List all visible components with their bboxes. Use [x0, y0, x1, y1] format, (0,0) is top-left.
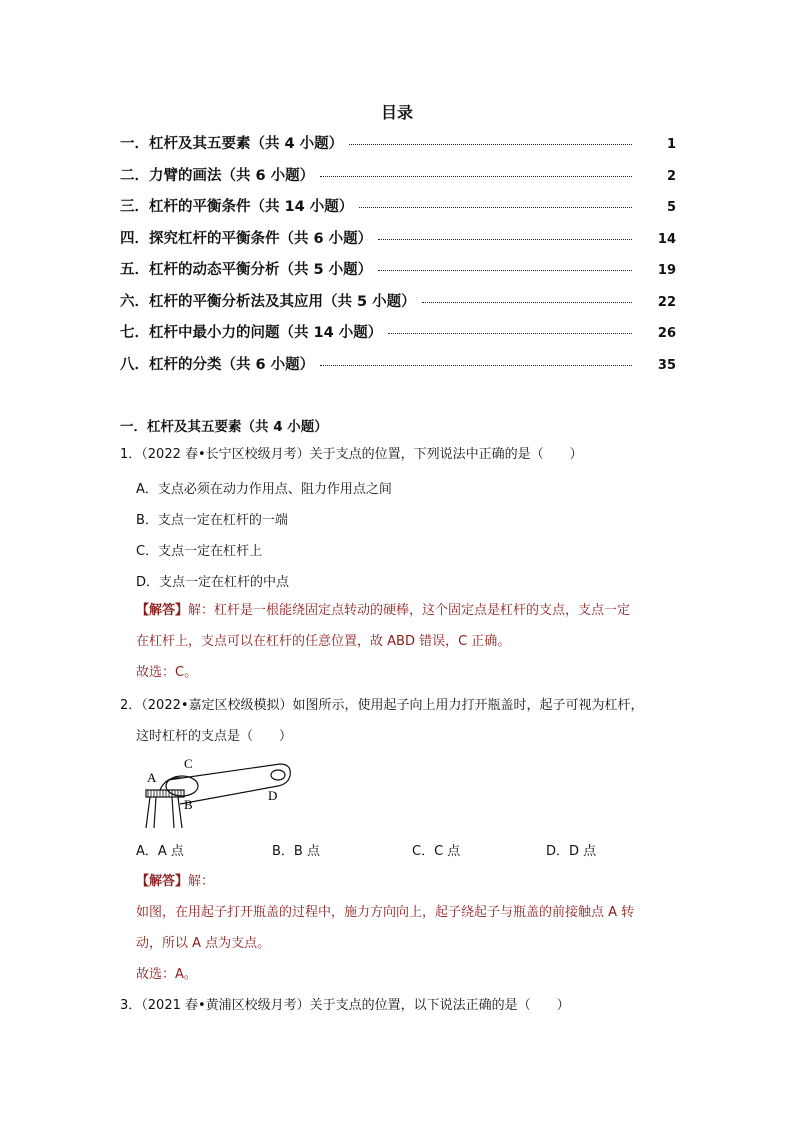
toc-entry-label: 二．力臂的画法（共 6 小题）	[120, 167, 315, 184]
toc-entry-label: 七．杠杆中最小力的问题（共 14 小题）	[120, 325, 383, 341]
answer-text: 解：	[188, 874, 215, 889]
table-of-contents	[120, 132, 676, 384]
toc-entry[interactable]	[120, 164, 676, 196]
question-1-stem: 1．（2022 春•长宁区校级月考）关于支点的位置，下列说法中正确的是（ ）	[120, 447, 583, 462]
toc-leader-dots	[378, 239, 632, 240]
toc-entry-label: 四．探究杠杆的平衡条件（共 6 小题）	[120, 230, 373, 247]
toc-entry-page: 35	[657, 357, 676, 373]
question-1-option-b: B．支点一定在杠杆的一端	[136, 513, 288, 528]
toc-entry-page: 14	[657, 231, 676, 247]
question-2-stem-line: 这时杠杆的支点是（ ）	[136, 729, 293, 744]
question-2-stem-line: 2．（2022•嘉定区校级模拟）如图所示，使用起子向上用力打开瓶盖时，起子可视为杠杆，	[120, 698, 644, 713]
toc-entry-label: 六．杠杆的平衡分析法及其应用（共 5 小题）	[120, 293, 416, 310]
toc-entry[interactable]	[120, 290, 676, 322]
toc-entry-page: 26	[657, 326, 676, 341]
answer-choice: 故选：C。	[136, 665, 198, 680]
toc-entry[interactable]	[120, 227, 676, 259]
toc-entry-page: 2	[666, 168, 676, 184]
question-1-answer	[136, 595, 681, 688]
opener-hole	[271, 770, 285, 780]
toc-entry-page: 1	[666, 137, 676, 152]
point-label-d: D	[268, 788, 278, 803]
answer-choice: 故选：A。	[136, 967, 197, 982]
toc-entry-label: 一．杠杆及其五要素（共 4 小题）	[120, 136, 344, 152]
question-2-answer	[136, 866, 681, 990]
bottle-opener-figure	[140, 752, 300, 832]
answer-text: 解：杠杆是一根能绕固定点转动的硬棒，这个固定点是杠杆的支点，支点一定	[188, 603, 631, 618]
bottle-neck	[146, 797, 182, 828]
toc-entry-page: 22	[657, 294, 676, 310]
toc-entry-page: 19	[657, 263, 676, 278]
question-2-option-b: B．B 点	[272, 844, 320, 859]
toc-leader-dots	[422, 302, 632, 303]
answer-tag: 【解答】	[136, 874, 189, 889]
question-3-stem: 3．（2021 春•黄浦区校级月考）关于支点的位置，以下说法正确的是（ ）	[120, 998, 570, 1013]
cap-ridges	[148, 790, 181, 797]
answer-tag: 【解答】	[136, 603, 189, 618]
toc-entry[interactable]	[120, 258, 676, 290]
toc-leader-dots	[349, 144, 632, 145]
toc-leader-dots	[320, 365, 632, 366]
question-2-option-a: A．A 点	[136, 844, 184, 859]
answer-text: 动，所以 A 点为支点。	[136, 936, 271, 951]
toc-entry[interactable]	[120, 321, 676, 353]
toc-entry-label: 八．杠杆的分类（共 6 小题）	[120, 356, 315, 373]
toc-leader-dots	[320, 176, 632, 177]
question-1-option-d: D．支点一定在杠杆的中点	[136, 575, 290, 590]
toc-entry-label: 五．杠杆的动态平衡分析（共 5 小题）	[120, 262, 373, 278]
toc-leader-dots	[378, 270, 632, 271]
question-2-option-d: D．D 点	[546, 844, 597, 859]
question-2-options	[136, 840, 616, 862]
point-label-b: B	[184, 797, 193, 812]
question-2-option-c: C．C 点	[412, 844, 461, 859]
answer-text: 在杠杆上，支点可以在杠杆的任意位置，故 ABD 错误，C 正确。	[136, 634, 511, 649]
toc-leader-dots	[388, 333, 632, 334]
question-2-stem	[120, 690, 680, 752]
toc-title: 目录	[380, 103, 413, 122]
toc-leader-dots	[359, 207, 632, 208]
toc-entry[interactable]	[120, 195, 676, 227]
point-label-c: C	[184, 756, 193, 771]
question-1-option-a: A．支点必须在动力作用点、阻力作用点之间	[136, 482, 392, 497]
answer-text: 如图，在用起子打开瓶盖的过程中，施力方向向上，起子绕起子与瓶盖的前接触点 A 转	[136, 905, 635, 920]
section-heading: 一．杠杆及其五要素（共 4 小题）	[120, 419, 328, 435]
question-1-option-c: C．支点一定在杠杆上	[136, 544, 263, 559]
toc-entry-page: 5	[666, 200, 676, 215]
toc-entry[interactable]	[120, 132, 676, 164]
toc-entry[interactable]	[120, 353, 676, 385]
toc-entry-label: 三．杠杆的平衡条件（共 14 小题）	[120, 199, 354, 215]
point-label-a: A	[147, 770, 157, 785]
